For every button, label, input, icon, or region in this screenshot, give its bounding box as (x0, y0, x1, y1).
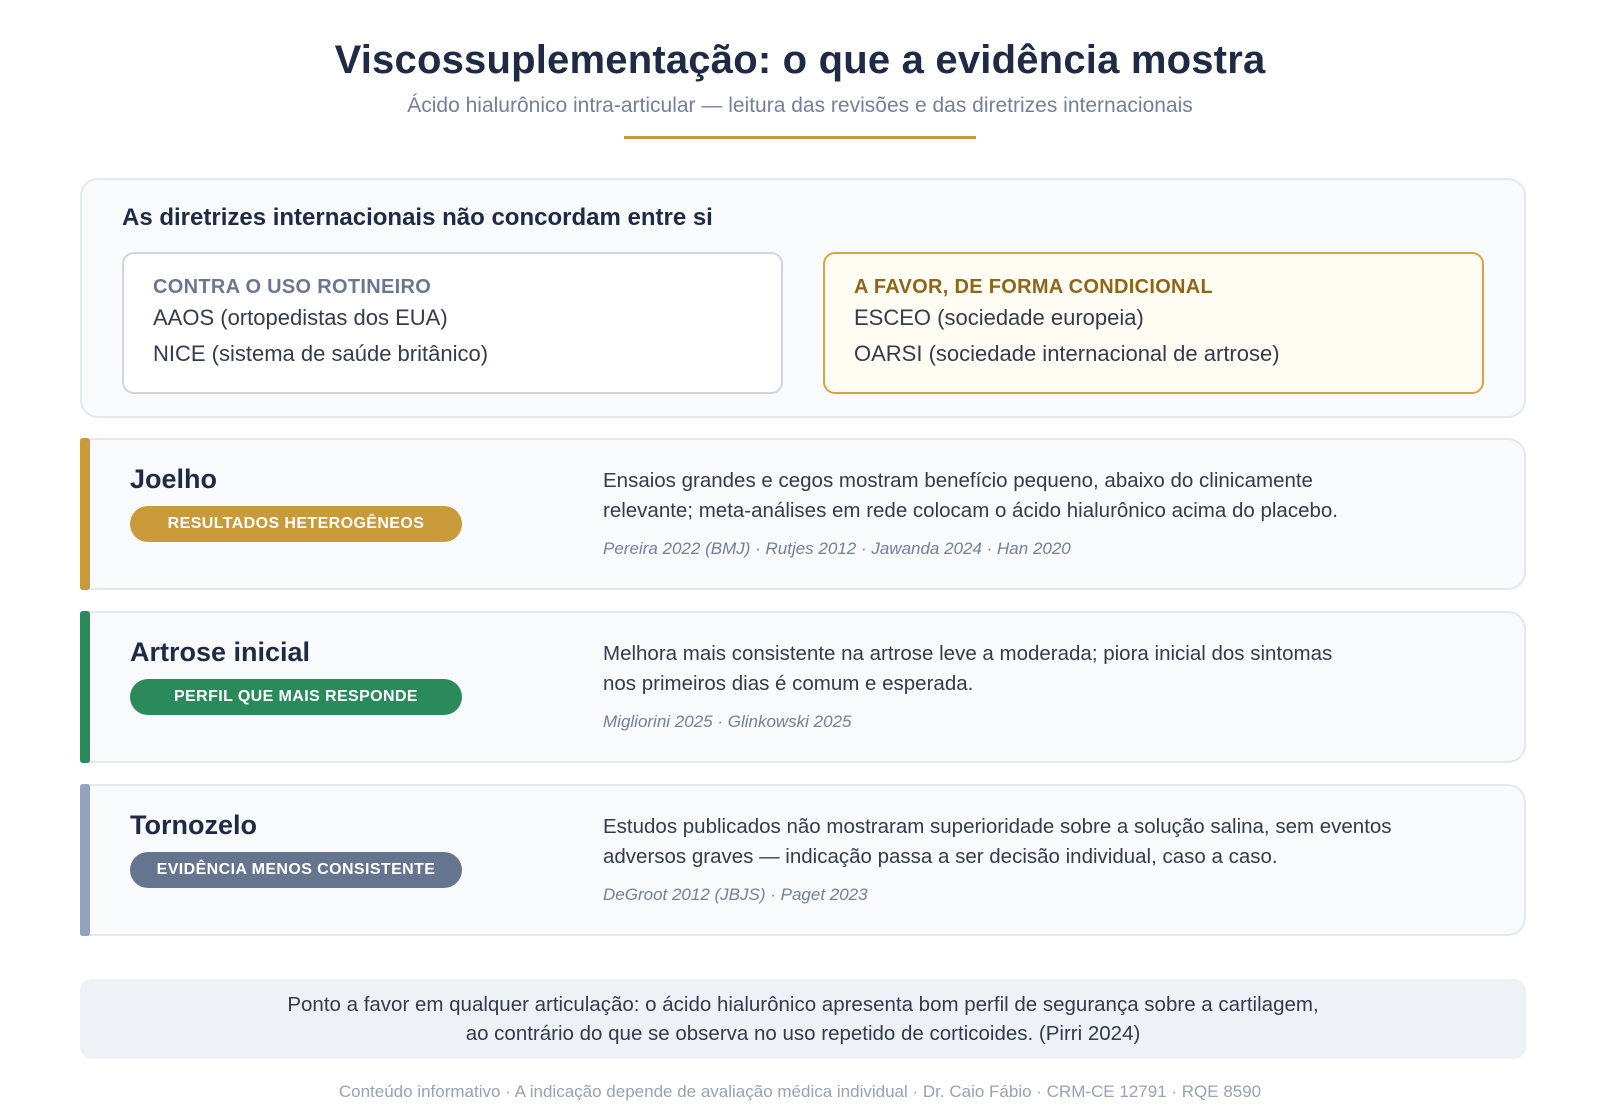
joint-description-line: Estudos publicados não mostraram superioridade sobre a solução salina, sem eventos (603, 815, 1392, 838)
joint-header (130, 808, 465, 888)
joint-description-line: Melhora mais consistente na artrose leve a moderada; piora inicial dos sintomas (603, 642, 1333, 665)
joint-description (603, 639, 1483, 699)
joint-description (603, 812, 1483, 872)
title-divider (624, 136, 976, 139)
joint-references: DeGroot 2012 (JBJS) · Paget 2023 (603, 885, 868, 904)
joint-card-joelho (80, 438, 1526, 590)
safety-footnote (80, 979, 1526, 1059)
guideline-item-nice: NICE (sistema de saúde britânico) (153, 341, 489, 366)
joint-status-badge: RESULTADOS HETEROGÊNEOS (130, 506, 462, 542)
joint-body (603, 812, 1483, 907)
joint-accent-bar (80, 784, 90, 936)
guidelines-favor-box (823, 252, 1484, 394)
guidelines-columns (122, 252, 1484, 394)
safety-footnote-line: Ponto a favor em qualquer articulação: o ácido hialurônico apresenta bom perfil de segurança sobre a cartilagem, (287, 993, 1319, 1016)
guideline-item-aaos: AAOS (ortopedistas dos EUA) (153, 305, 448, 330)
joint-header (130, 635, 465, 715)
joint-name: Artrose inicial (130, 637, 311, 667)
guidelines-panel (80, 178, 1526, 418)
joint-description (603, 466, 1483, 526)
joint-description-line: adversos graves — indicação passa a ser decisão individual, caso a caso. (603, 845, 1278, 868)
joint-description-line: Ensaios grandes e cegos mostram benefício pequeno, abaixo do clinicamente (603, 469, 1313, 492)
joint-name: Tornozelo (130, 810, 257, 840)
joint-references: Migliorini 2025 · Glinkowski 2025 (603, 712, 852, 731)
header (0, 0, 1600, 139)
joint-description-line: nos primeiros dias é comum e esperada. (603, 672, 974, 695)
guidelines-against-heading: CONTRA O USO ROTINEIRO (153, 276, 432, 298)
page-title: Viscossuplementação: o que a evidência mostra (334, 38, 1266, 82)
joint-references: Pereira 2022 (BMJ) · Rutjes 2012 · Jawanda 2024 · Han 2020 (603, 539, 1071, 558)
guideline-item-oarsi: OARSI (sociedade internacional de artrose) (854, 341, 1280, 366)
joint-card-artrose-inicial (80, 611, 1526, 763)
joint-status-badge: EVIDÊNCIA MENOS CONSISTENTE (130, 852, 462, 888)
safety-footnote-line: ao contrário do que se observa no uso repetido de corticoides. (Pirri 2024) (465, 1022, 1141, 1045)
disclaimer-footer: Conteúdo informativo · A indicação depende de avaliação médica individual · Dr. Caio Fábio · CRM-CE 12791 · RQE 8590 (338, 1082, 1262, 1101)
joint-name: Joelho (130, 464, 218, 494)
joint-accent-bar (80, 438, 90, 590)
joint-description-line: relevante; meta-análises em rede colocam o ácido hialurônico acima do placebo. (603, 499, 1338, 522)
guidelines-favor-heading: A FAVOR, DE FORMA CONDICIONAL (854, 276, 1214, 298)
guidelines-title: As diretrizes internacionais não concordam entre si (122, 204, 713, 231)
joint-card-tornozelo (80, 784, 1526, 936)
joint-accent-bar (80, 611, 90, 763)
joint-body (603, 466, 1483, 561)
joint-status-badge: PERFIL QUE MAIS RESPONDE (130, 679, 462, 715)
page-subtitle: Ácido hialurônico intra-articular — leitura das revisões e das diretrizes internacionais (407, 94, 1193, 117)
guideline-item-esceo: ESCEO (sociedade europeia) (854, 305, 1144, 330)
joint-header (130, 462, 465, 542)
guidelines-against-box (122, 252, 783, 394)
joint-body (603, 639, 1483, 734)
